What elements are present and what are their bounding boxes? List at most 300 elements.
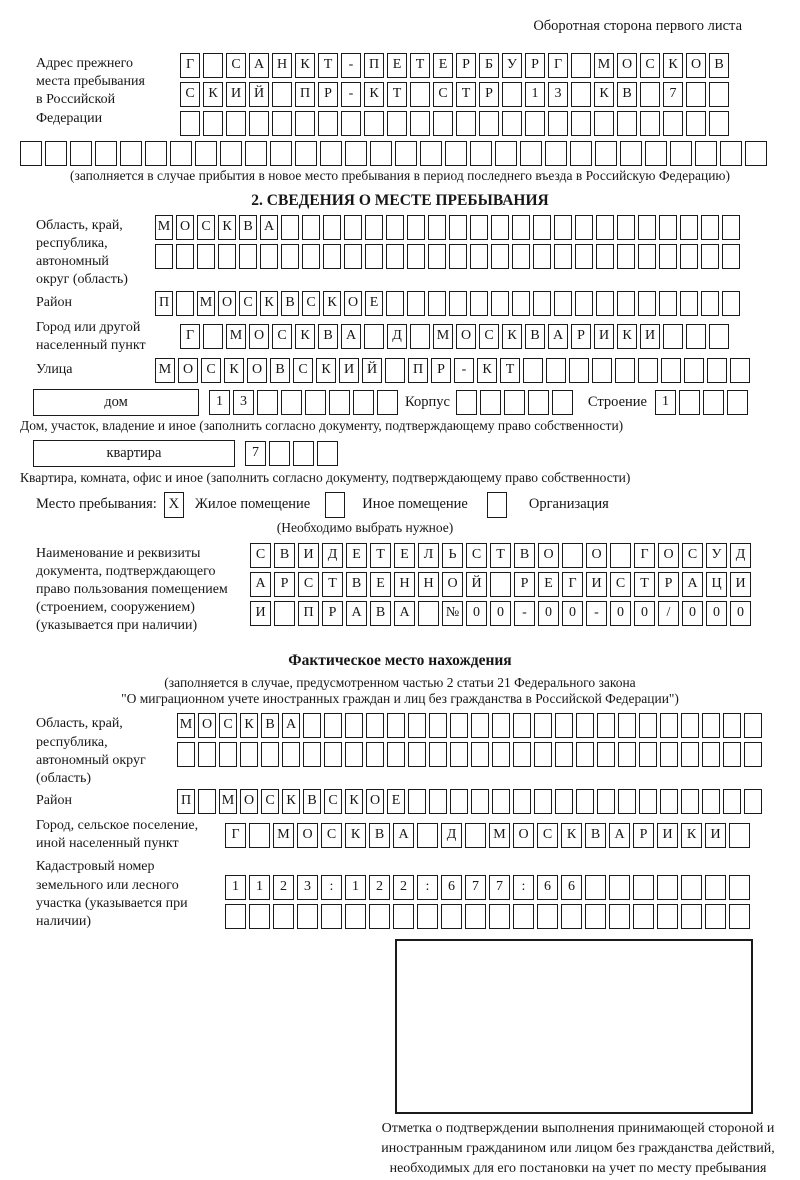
char-box[interactable]: А: [548, 324, 568, 349]
char-box[interactable]: 3: [548, 82, 568, 107]
char-box[interactable]: С: [219, 713, 237, 738]
char-box[interactable]: [480, 390, 501, 415]
char-box[interactable]: [295, 111, 315, 136]
char-box[interactable]: А: [282, 713, 300, 738]
char-box[interactable]: [703, 390, 724, 415]
char-box[interactable]: [293, 441, 314, 466]
char-box[interactable]: [554, 244, 572, 269]
char-box[interactable]: Т: [456, 82, 476, 107]
char-box[interactable]: В: [525, 324, 545, 349]
char-box[interactable]: [45, 141, 67, 166]
char-box[interactable]: [345, 904, 366, 929]
char-box[interactable]: [269, 441, 290, 466]
char-box[interactable]: [555, 713, 573, 738]
char-box[interactable]: [407, 291, 425, 316]
char-box[interactable]: А: [609, 823, 630, 848]
char-box[interactable]: 0: [538, 601, 559, 626]
char-box[interactable]: [617, 215, 635, 240]
char-box[interactable]: [620, 141, 642, 166]
char-box[interactable]: В: [281, 291, 299, 316]
char-box[interactable]: И: [298, 543, 319, 568]
char-box[interactable]: Р: [431, 358, 451, 383]
char-box[interactable]: [571, 53, 591, 78]
char-box[interactable]: Й: [249, 82, 269, 107]
char-box[interactable]: О: [442, 572, 463, 597]
char-box[interactable]: [281, 215, 299, 240]
char-box[interactable]: 0: [466, 601, 487, 626]
char-box[interactable]: [249, 823, 270, 848]
char-box[interactable]: А: [346, 601, 367, 626]
char-box[interactable]: [418, 601, 439, 626]
char-box[interactable]: [203, 324, 223, 349]
char-box[interactable]: [393, 904, 414, 929]
char-box[interactable]: [492, 789, 510, 814]
char-box[interactable]: [429, 789, 447, 814]
char-box[interactable]: М: [155, 358, 175, 383]
char-box[interactable]: К: [617, 324, 637, 349]
char-box[interactable]: 3: [297, 875, 318, 900]
char-box[interactable]: Р: [479, 82, 499, 107]
char-box[interactable]: [386, 291, 404, 316]
char-box[interactable]: [639, 713, 657, 738]
char-box[interactable]: [596, 291, 614, 316]
char-box[interactable]: И: [594, 324, 614, 349]
char-box[interactable]: [249, 904, 270, 929]
char-box[interactable]: И: [730, 572, 751, 597]
char-box[interactable]: 0: [706, 601, 727, 626]
char-box[interactable]: И: [657, 823, 678, 848]
char-box[interactable]: 0: [682, 601, 703, 626]
char-box[interactable]: [695, 141, 717, 166]
char-box[interactable]: :: [513, 875, 534, 900]
char-box[interactable]: [681, 875, 702, 900]
char-box[interactable]: А: [260, 215, 278, 240]
char-box[interactable]: [145, 141, 167, 166]
char-box[interactable]: 6: [561, 875, 582, 900]
char-box[interactable]: П: [177, 789, 195, 814]
char-box[interactable]: [489, 904, 510, 929]
char-box[interactable]: Р: [274, 572, 295, 597]
char-box[interactable]: 6: [441, 875, 462, 900]
char-box[interactable]: /: [658, 601, 679, 626]
char-box[interactable]: [523, 358, 543, 383]
char-box[interactable]: [744, 713, 762, 738]
char-box[interactable]: [408, 742, 426, 767]
char-box[interactable]: [720, 141, 742, 166]
char-box[interactable]: С: [321, 823, 342, 848]
char-box[interactable]: [321, 904, 342, 929]
char-box[interactable]: К: [364, 82, 384, 107]
char-box[interactable]: [594, 111, 614, 136]
char-box[interactable]: Т: [318, 53, 338, 78]
char-box[interactable]: [729, 823, 750, 848]
char-box[interactable]: [428, 291, 446, 316]
char-box[interactable]: -: [341, 82, 361, 107]
char-box[interactable]: [670, 141, 692, 166]
char-box[interactable]: [344, 244, 362, 269]
char-box[interactable]: 2: [273, 875, 294, 900]
char-box[interactable]: [203, 111, 223, 136]
char-box[interactable]: [317, 441, 338, 466]
char-box[interactable]: [323, 244, 341, 269]
char-box[interactable]: [465, 904, 486, 929]
char-box[interactable]: [545, 141, 567, 166]
char-box[interactable]: [533, 244, 551, 269]
char-box[interactable]: Р: [456, 53, 476, 78]
char-box[interactable]: [575, 215, 593, 240]
char-box[interactable]: С: [682, 543, 703, 568]
char-box[interactable]: [745, 141, 767, 166]
char-box[interactable]: А: [394, 601, 415, 626]
char-box[interactable]: К: [502, 324, 522, 349]
char-box[interactable]: [219, 742, 237, 767]
char-box[interactable]: О: [513, 823, 534, 848]
char-box[interactable]: [520, 141, 542, 166]
char-box[interactable]: [722, 291, 740, 316]
char-box[interactable]: [618, 713, 636, 738]
char-box[interactable]: С: [226, 53, 246, 78]
char-box[interactable]: [490, 572, 511, 597]
char-box[interactable]: К: [561, 823, 582, 848]
char-box[interactable]: Ь: [442, 543, 463, 568]
char-box[interactable]: [387, 742, 405, 767]
char-box[interactable]: Р: [525, 53, 545, 78]
char-box[interactable]: [570, 141, 592, 166]
char-box[interactable]: Д: [322, 543, 343, 568]
char-box[interactable]: С: [537, 823, 558, 848]
char-box[interactable]: [555, 789, 573, 814]
char-box[interactable]: О: [538, 543, 559, 568]
char-box[interactable]: [617, 291, 635, 316]
char-box[interactable]: И: [705, 823, 726, 848]
char-box[interactable]: Ц: [706, 572, 727, 597]
char-box[interactable]: К: [681, 823, 702, 848]
char-box[interactable]: 0: [490, 601, 511, 626]
char-box[interactable]: [273, 904, 294, 929]
char-box[interactable]: [617, 111, 637, 136]
char-box[interactable]: И: [586, 572, 607, 597]
char-box[interactable]: [170, 141, 192, 166]
char-box[interactable]: [709, 111, 729, 136]
char-box[interactable]: [303, 742, 321, 767]
char-box[interactable]: [597, 789, 615, 814]
char-box[interactable]: [533, 215, 551, 240]
char-box[interactable]: [502, 82, 522, 107]
char-box[interactable]: [428, 244, 446, 269]
char-box[interactable]: [479, 111, 499, 136]
char-box[interactable]: В: [318, 324, 338, 349]
char-box[interactable]: [659, 291, 677, 316]
char-box[interactable]: Й: [466, 572, 487, 597]
char-box[interactable]: [684, 358, 704, 383]
char-box[interactable]: К: [345, 789, 363, 814]
char-box[interactable]: Е: [433, 53, 453, 78]
char-box[interactable]: [513, 904, 534, 929]
char-box[interactable]: [441, 904, 462, 929]
char-box[interactable]: К: [240, 713, 258, 738]
char-box[interactable]: Г: [634, 543, 655, 568]
char-box[interactable]: [410, 111, 430, 136]
char-box[interactable]: [597, 742, 615, 767]
char-box[interactable]: [562, 543, 583, 568]
char-box[interactable]: У: [502, 53, 522, 78]
char-box[interactable]: [534, 713, 552, 738]
char-box[interactable]: [686, 111, 706, 136]
char-box[interactable]: П: [364, 53, 384, 78]
char-box[interactable]: [176, 291, 194, 316]
char-box[interactable]: К: [316, 358, 336, 383]
char-box[interactable]: О: [178, 358, 198, 383]
char-box[interactable]: [615, 358, 635, 383]
char-box[interactable]: [408, 713, 426, 738]
char-box[interactable]: [639, 742, 657, 767]
char-box[interactable]: [272, 82, 292, 107]
char-box[interactable]: В: [617, 82, 637, 107]
char-box[interactable]: [709, 82, 729, 107]
char-box[interactable]: [512, 291, 530, 316]
char-box[interactable]: [408, 789, 426, 814]
char-box[interactable]: 6: [537, 875, 558, 900]
char-box[interactable]: 2: [393, 875, 414, 900]
char-box[interactable]: С: [640, 53, 660, 78]
char-box[interactable]: :: [321, 875, 342, 900]
char-box[interactable]: [449, 215, 467, 240]
char-box[interactable]: М: [219, 789, 237, 814]
char-box[interactable]: Д: [441, 823, 462, 848]
char-box[interactable]: [680, 215, 698, 240]
char-box[interactable]: [417, 823, 438, 848]
char-box[interactable]: Т: [634, 572, 655, 597]
char-box[interactable]: [180, 111, 200, 136]
char-box[interactable]: [723, 742, 741, 767]
char-box[interactable]: [702, 742, 720, 767]
char-box[interactable]: О: [686, 53, 706, 78]
char-box[interactable]: [465, 823, 486, 848]
char-box[interactable]: И: [339, 358, 359, 383]
char-box[interactable]: [707, 358, 727, 383]
char-box[interactable]: С: [201, 358, 221, 383]
char-box[interactable]: Р: [322, 601, 343, 626]
char-box[interactable]: [512, 244, 530, 269]
char-box[interactable]: [618, 789, 636, 814]
char-box[interactable]: [723, 789, 741, 814]
char-box[interactable]: [681, 789, 699, 814]
char-box[interactable]: [592, 358, 612, 383]
char-box[interactable]: [456, 390, 477, 415]
char-box[interactable]: [470, 291, 488, 316]
char-box[interactable]: [596, 215, 614, 240]
char-box[interactable]: [661, 358, 681, 383]
char-box[interactable]: С: [261, 789, 279, 814]
char-box[interactable]: Т: [410, 53, 430, 78]
char-box[interactable]: [369, 904, 390, 929]
char-box[interactable]: [281, 244, 299, 269]
char-box[interactable]: [633, 904, 654, 929]
char-box[interactable]: [155, 244, 173, 269]
char-box[interactable]: [679, 390, 700, 415]
char-box[interactable]: П: [155, 291, 173, 316]
char-box[interactable]: К: [282, 789, 300, 814]
char-box[interactable]: -: [454, 358, 474, 383]
char-box[interactable]: [323, 215, 341, 240]
char-box[interactable]: [571, 111, 591, 136]
char-box[interactable]: О: [344, 291, 362, 316]
char-box[interactable]: [302, 244, 320, 269]
char-box[interactable]: [729, 904, 750, 929]
char-box[interactable]: В: [346, 572, 367, 597]
char-box[interactable]: М: [226, 324, 246, 349]
char-box[interactable]: Е: [538, 572, 559, 597]
char-box[interactable]: [220, 141, 242, 166]
char-box[interactable]: П: [408, 358, 428, 383]
char-box[interactable]: [576, 789, 594, 814]
char-box[interactable]: [429, 713, 447, 738]
char-box[interactable]: :: [417, 875, 438, 900]
char-box[interactable]: О: [297, 823, 318, 848]
checkbox-residential[interactable]: X: [164, 492, 184, 518]
char-box[interactable]: [552, 390, 573, 415]
char-box[interactable]: [470, 215, 488, 240]
char-box[interactable]: 7: [663, 82, 683, 107]
char-box[interactable]: [729, 875, 750, 900]
char-box[interactable]: В: [709, 53, 729, 78]
char-box[interactable]: [364, 111, 384, 136]
char-box[interactable]: 1: [225, 875, 246, 900]
char-box[interactable]: О: [617, 53, 637, 78]
char-box[interactable]: С: [239, 291, 257, 316]
char-box[interactable]: С: [433, 82, 453, 107]
char-box[interactable]: [618, 742, 636, 767]
checkbox-organization[interactable]: [487, 492, 507, 518]
char-box[interactable]: [525, 111, 545, 136]
char-box[interactable]: С: [479, 324, 499, 349]
char-box[interactable]: [513, 742, 531, 767]
char-box[interactable]: [491, 291, 509, 316]
char-box[interactable]: В: [270, 358, 290, 383]
char-box[interactable]: К: [218, 215, 236, 240]
char-box[interactable]: [585, 904, 606, 929]
char-box[interactable]: О: [366, 789, 384, 814]
char-box[interactable]: [657, 904, 678, 929]
char-box[interactable]: [450, 789, 468, 814]
char-box[interactable]: [617, 244, 635, 269]
char-box[interactable]: [595, 141, 617, 166]
char-box[interactable]: [576, 713, 594, 738]
char-box[interactable]: [226, 111, 246, 136]
char-box[interactable]: [660, 713, 678, 738]
char-box[interactable]: Г: [548, 53, 568, 78]
char-box[interactable]: [302, 215, 320, 240]
char-box[interactable]: [657, 875, 678, 900]
char-box[interactable]: Р: [318, 82, 338, 107]
char-box[interactable]: [303, 713, 321, 738]
char-box[interactable]: [407, 215, 425, 240]
char-box[interactable]: 1: [209, 390, 230, 415]
char-box[interactable]: [702, 789, 720, 814]
char-box[interactable]: [324, 742, 342, 767]
char-box[interactable]: [324, 713, 342, 738]
char-box[interactable]: [569, 358, 589, 383]
char-box[interactable]: [609, 875, 630, 900]
char-box[interactable]: [609, 904, 630, 929]
char-box[interactable]: [456, 111, 476, 136]
char-box[interactable]: [198, 742, 216, 767]
char-box[interactable]: 7: [465, 875, 486, 900]
char-box[interactable]: М: [433, 324, 453, 349]
char-box[interactable]: [365, 215, 383, 240]
char-box[interactable]: [491, 215, 509, 240]
char-box[interactable]: М: [594, 53, 614, 78]
char-box[interactable]: [433, 111, 453, 136]
char-box[interactable]: С: [180, 82, 200, 107]
char-box[interactable]: 1: [525, 82, 545, 107]
char-box[interactable]: М: [155, 215, 173, 240]
char-box[interactable]: [387, 713, 405, 738]
char-box[interactable]: В: [303, 789, 321, 814]
char-box[interactable]: [492, 742, 510, 767]
char-box[interactable]: [176, 244, 194, 269]
char-box[interactable]: 0: [634, 601, 655, 626]
char-box[interactable]: [596, 244, 614, 269]
char-box[interactable]: [329, 390, 350, 415]
char-box[interactable]: П: [298, 601, 319, 626]
char-box[interactable]: В: [585, 823, 606, 848]
char-box[interactable]: [364, 324, 384, 349]
char-box[interactable]: С: [302, 291, 320, 316]
char-box[interactable]: [610, 543, 631, 568]
char-box[interactable]: [638, 215, 656, 240]
char-box[interactable]: [428, 215, 446, 240]
char-box[interactable]: Р: [658, 572, 679, 597]
char-box[interactable]: [492, 713, 510, 738]
char-box[interactable]: [571, 82, 591, 107]
char-box[interactable]: [225, 904, 246, 929]
char-box[interactable]: [249, 111, 269, 136]
char-box[interactable]: С: [272, 324, 292, 349]
char-box[interactable]: Т: [387, 82, 407, 107]
char-box[interactable]: [450, 742, 468, 767]
char-box[interactable]: [197, 244, 215, 269]
char-box[interactable]: [257, 390, 278, 415]
char-box[interactable]: [274, 601, 295, 626]
char-box[interactable]: [638, 291, 656, 316]
char-box[interactable]: [449, 291, 467, 316]
char-box[interactable]: И: [226, 82, 246, 107]
char-box[interactable]: [681, 713, 699, 738]
char-box[interactable]: [640, 82, 660, 107]
char-box[interactable]: [366, 742, 384, 767]
char-box[interactable]: -: [514, 601, 535, 626]
char-box[interactable]: Г: [180, 53, 200, 78]
char-box[interactable]: С: [324, 789, 342, 814]
char-box[interactable]: [260, 244, 278, 269]
char-box[interactable]: 3: [233, 390, 254, 415]
char-box[interactable]: 1: [655, 390, 676, 415]
char-box[interactable]: [705, 875, 726, 900]
char-box[interactable]: [370, 141, 392, 166]
char-box[interactable]: [533, 291, 551, 316]
char-box[interactable]: [377, 390, 398, 415]
char-box[interactable]: К: [345, 823, 366, 848]
char-box[interactable]: Б: [479, 53, 499, 78]
char-box[interactable]: 0: [562, 601, 583, 626]
char-box[interactable]: [575, 291, 593, 316]
char-box[interactable]: [495, 141, 517, 166]
char-box[interactable]: [576, 742, 594, 767]
char-box[interactable]: О: [218, 291, 236, 316]
char-box[interactable]: [345, 742, 363, 767]
char-box[interactable]: [701, 244, 719, 269]
